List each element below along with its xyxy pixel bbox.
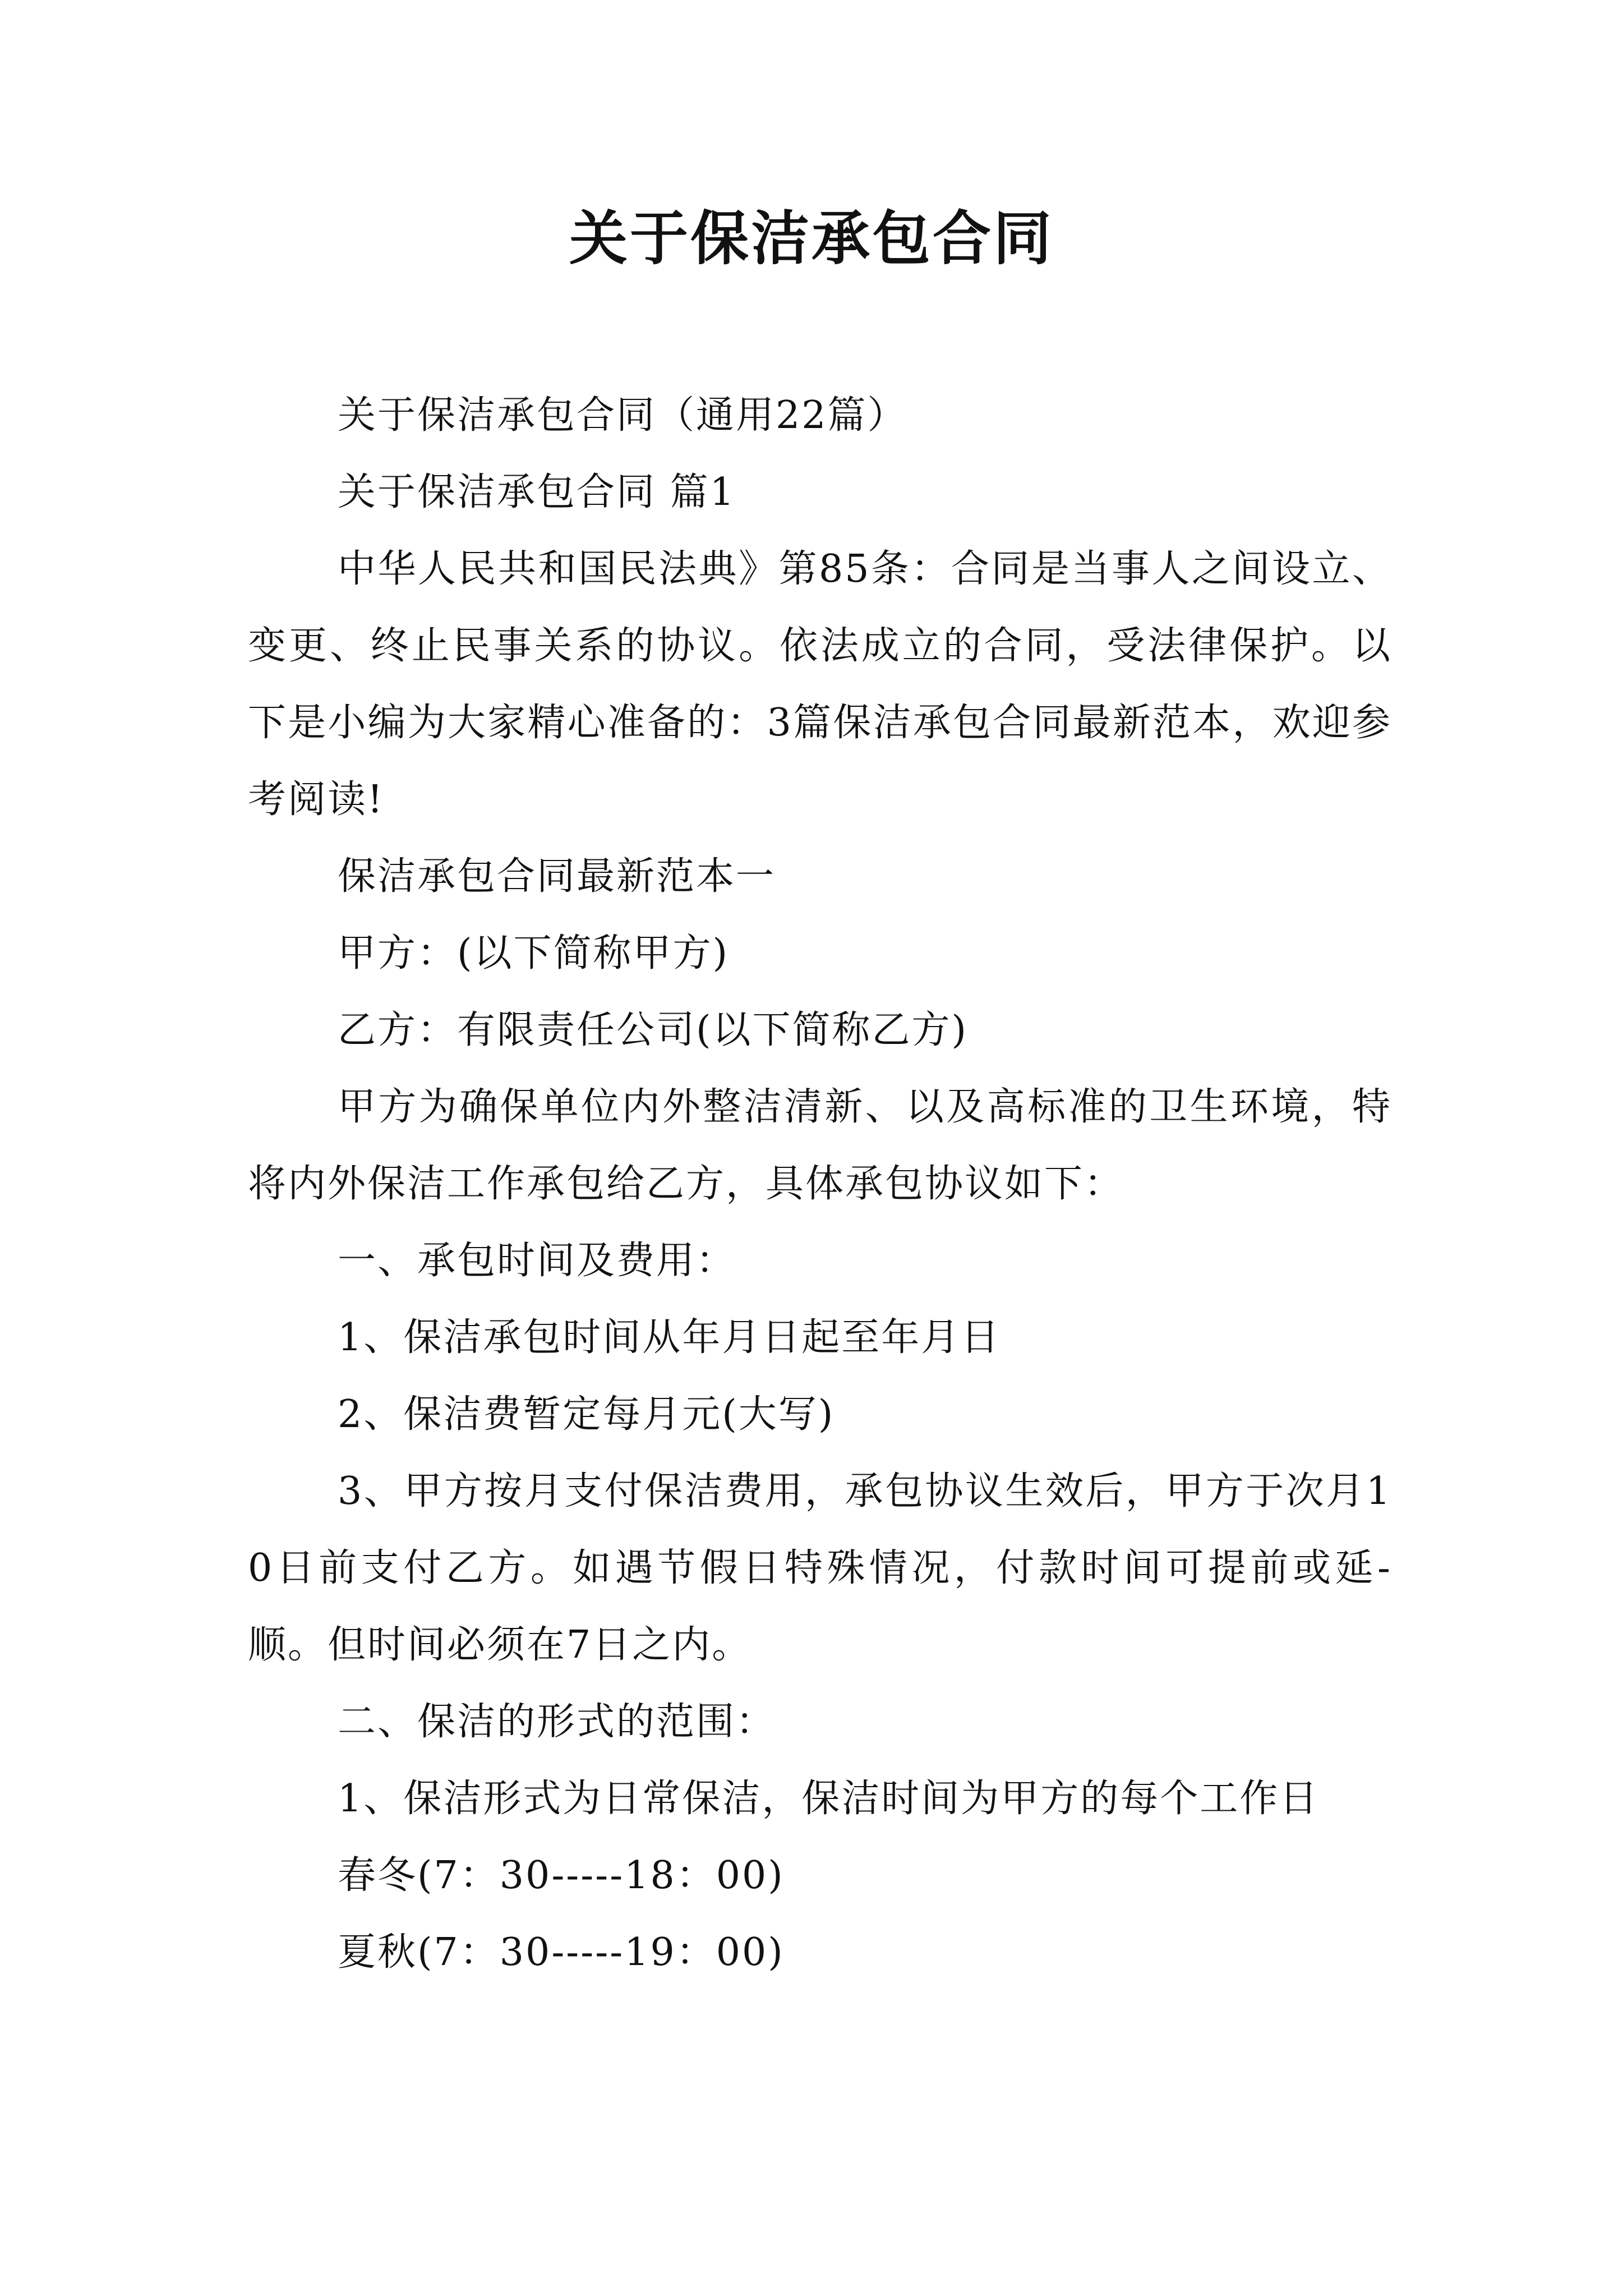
party-a-line: 甲方：(以下简称甲方) [338,931,730,976]
clause-1-heading: 一、承包时间及费用： [338,1239,736,1283]
clause-2-heading: 二、保洁的形式的范围： [338,1700,776,1744]
subtitle-paragraph: 关于保洁承包合同（通用22篇） [338,393,907,438]
clause-1-item-2: 2、保洁费暂定每月元(大写) [338,1392,835,1437]
document-title: 关于保洁承包合同 [569,204,1054,273]
section-heading-1: 关于保洁承包合同 篇1 [338,470,736,514]
clause-1-item-3: 3、甲方按月支付保洁费用，承包协议生效后，甲方于次月10日前支付乙方。如遇节假日特殊情况，付款时间可提前或延-顺。但时间必须在7日之内。 [248,1469,1392,1667]
purpose-paragraph: 甲方为确保单位内外整洁清新、以及高标准的卫生环境，特将内外保洁工作承包给乙方，具体承包协议如下： [248,1085,1392,1206]
schedule-summer-autumn: 夏秋(7：30-----19：00) [338,1930,785,1975]
clause-1-item-1: 1、保洁承包时间从年月日起至年月日 [338,1315,1001,1360]
document-body [248,377,1392,1991]
party-b-line: 乙方：有限责任公司(以下简称乙方) [338,1008,969,1052]
clause-2-item-1: 1、保洁形式为日常保洁，保洁时间为甲方的每个工作日 [338,1777,1320,1821]
schedule-spring-winter: 春冬(7：30-----18：00) [338,1853,785,1898]
template-heading: 保洁承包合同最新范本一 [338,854,776,899]
intro-paragraph: 中华人民共和国民法典》第85条：合同是当事人之间设立、变更、终止民事关系的协议。依法成立的合同，受法律保护。以下是小编为大家精心准备的：3篇保洁承包合同最新范本，欢迎参考阅读! [248,547,1392,822]
